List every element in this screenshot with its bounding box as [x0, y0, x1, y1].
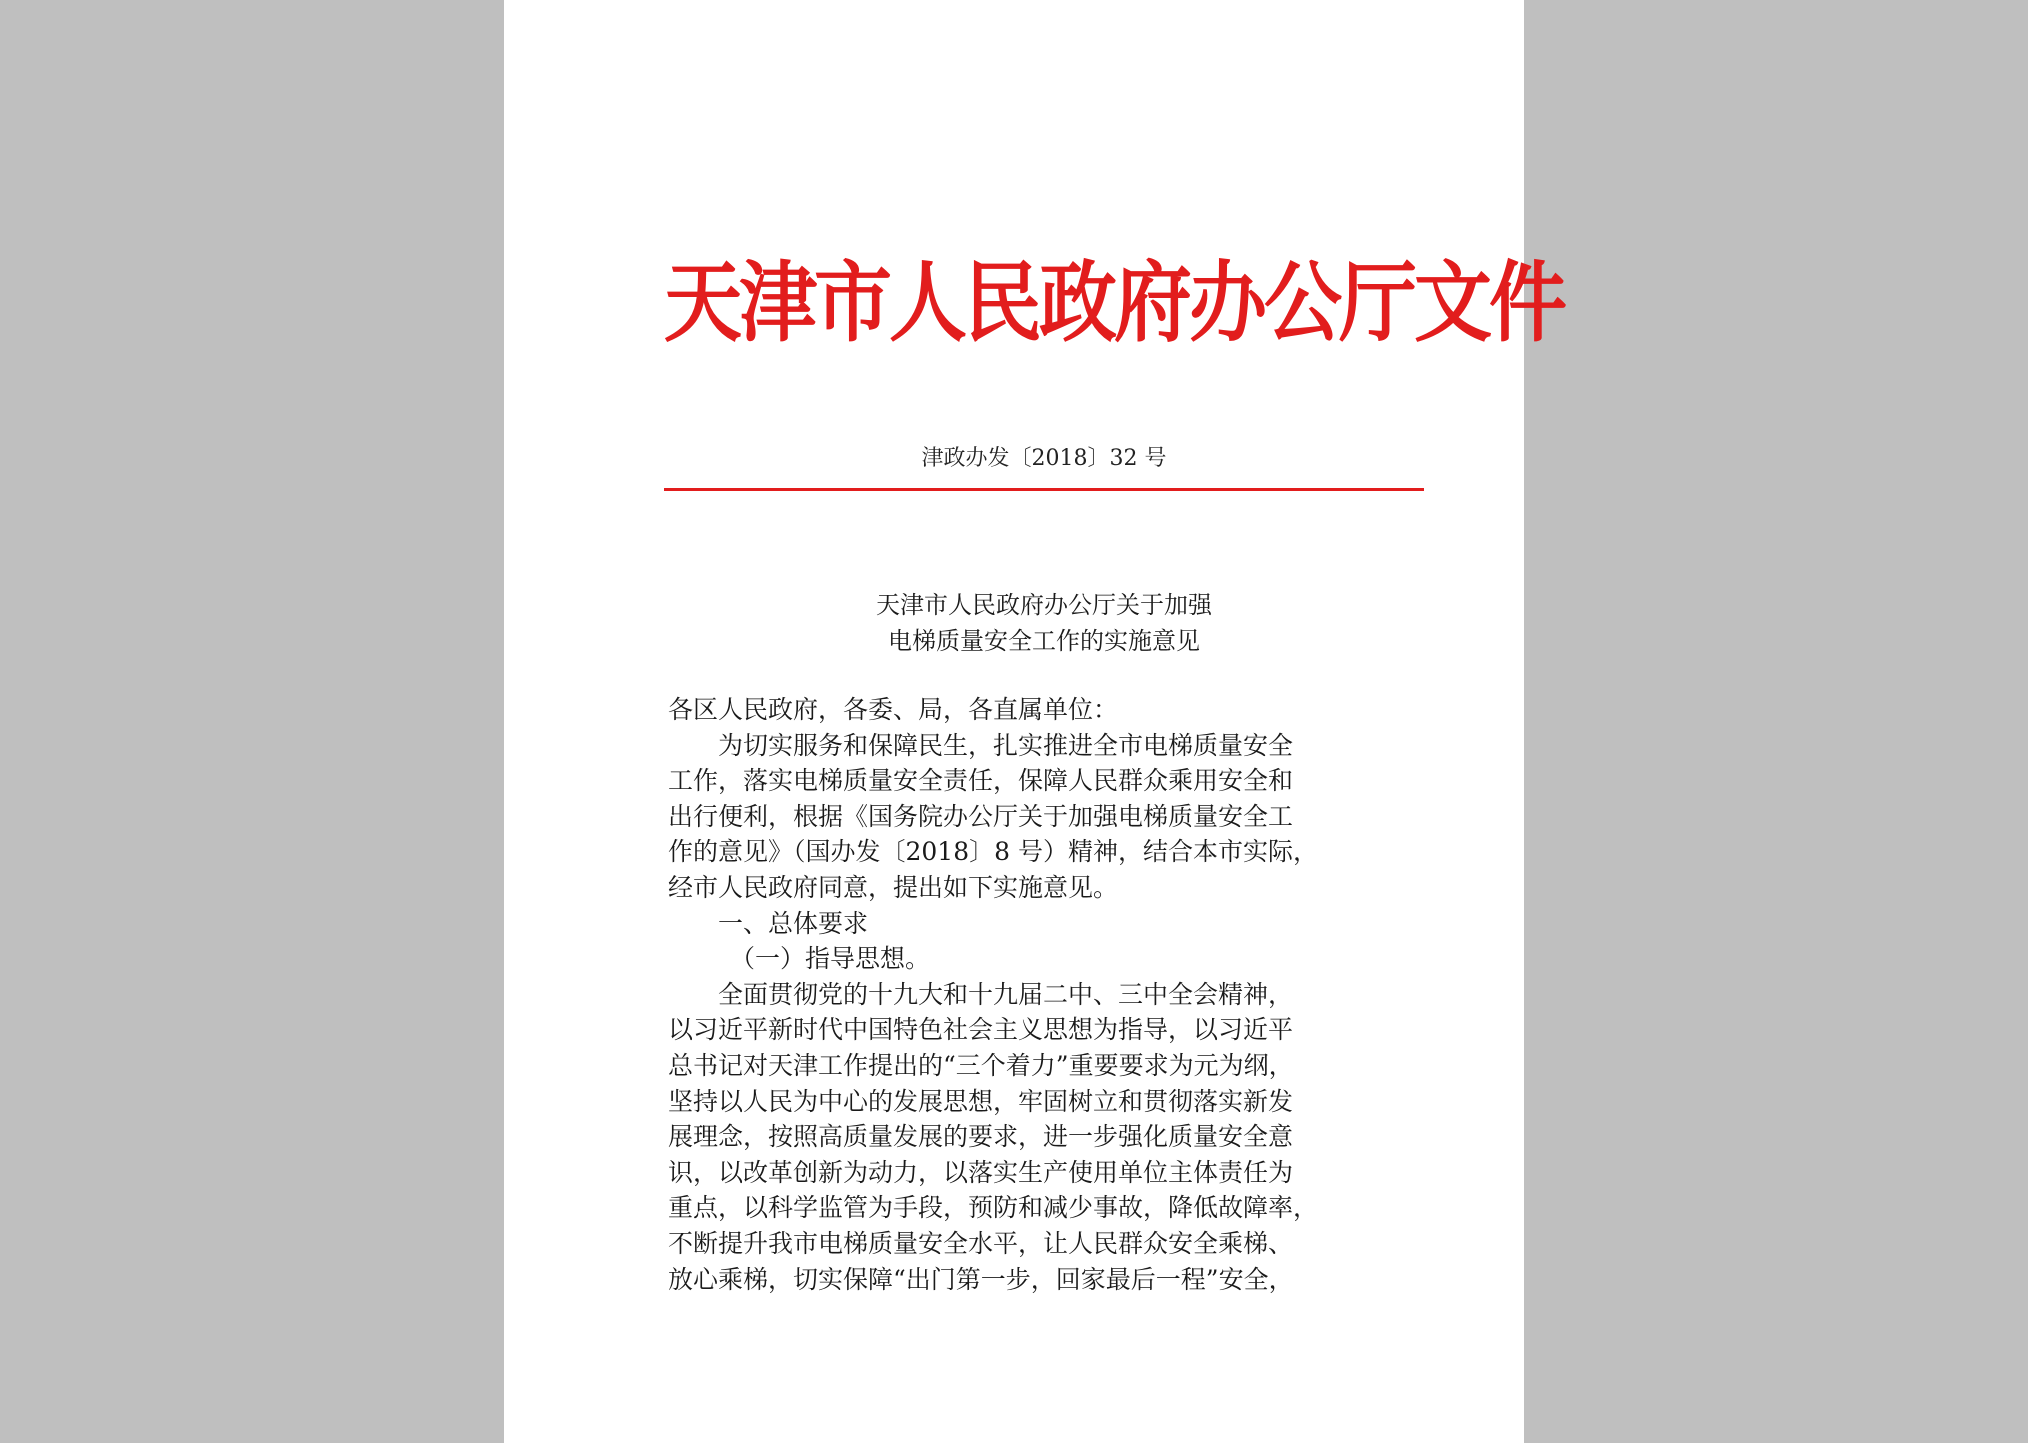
body-line: 不断提升我市电梯质量安全水平，让人民群众安全乘梯、	[668, 1228, 1294, 1258]
subsection-heading: （一）指导思想。	[730, 944, 931, 974]
body-line: 以习近平新时代中国特色社会主义思想为指导，以习近平	[668, 1015, 1294, 1045]
body-line: 重点，以科学监管为手段，预防和减少事故，降低故障率，	[668, 1193, 1319, 1223]
body-line: 全面贯彻党的十九大和十九届二中、三中全会精神，	[718, 979, 1294, 1009]
document-page	[504, 0, 1565, 1443]
document-title	[664, 587, 1424, 659]
body-line: 展理念，按照高质量发展的要求，进一步强化质量安全意	[668, 1122, 1294, 1152]
document-header: 天津市人民政府办公厅文件	[664, 252, 1565, 355]
section-heading: 一、总体要求	[718, 908, 869, 938]
body-line: 为切实服务和保障民生，扎实推进全市电梯质量安全	[718, 730, 1294, 760]
body-line: 识，以改革创新为动力，以落实生产使用单位主体责任为	[668, 1157, 1294, 1187]
body-line: 放心乘梯，切实保障“出门第一步，回家最后一程”安全，	[668, 1264, 1294, 1294]
red-divider	[664, 488, 1424, 491]
body-line: 工作，落实电梯质量安全责任，保障人民群众乘用安全和	[668, 766, 1294, 796]
body-line: 出行便利，根据《国务院办公厅关于加强电梯质量安全工	[668, 801, 1294, 831]
salutation-line: 各区人民政府，各委、局，各直属单位：	[668, 695, 1119, 724]
body-line: 经市人民政府同意，提出如下实施意见。	[668, 872, 1119, 902]
title-line: 天津市人民政府办公厅关于加强	[876, 591, 1212, 619]
body-line: 总书记对天津工作提出的“三个着力”重要要求为元为纲，	[668, 1050, 1294, 1080]
body-line: 坚持以人民为中心的发展思想，牢固树立和贯彻落实新发	[668, 1086, 1294, 1116]
body-line: 作的意见》（国办发〔2018〕8 号）精神，结合本市实际，	[668, 837, 1318, 867]
title-line: 电梯质量安全工作的实施意见	[888, 627, 1200, 655]
document-body	[668, 692, 1388, 1297]
document-number: 津政办发〔2018〕32 号	[921, 446, 1167, 471]
